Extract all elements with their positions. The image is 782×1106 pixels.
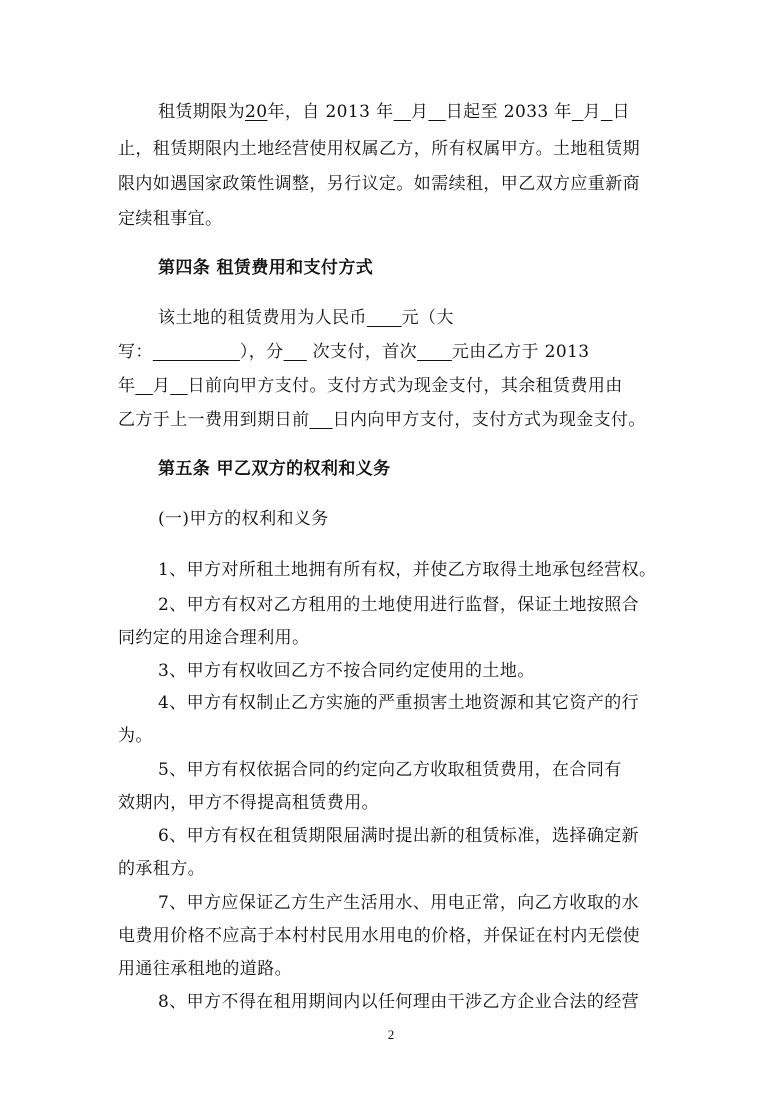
- blank-field: [170, 376, 187, 396]
- item-2-line-2: 同约定的用途合理利用。: [118, 628, 310, 648]
- item-7-line-2: 电费用价格不应高于本村村民用水用电的价格，并保证在村内无偿使: [118, 926, 640, 946]
- item-6-line-1: 6、甲方有权在租赁期限届满时提出新的租赁标准，选择确定新: [158, 826, 640, 846]
- text-span: 次支付，首次: [306, 342, 418, 362]
- text-span: 月: [152, 376, 171, 396]
- blank-field: [135, 376, 152, 396]
- lease-term-line-2: 止，租赁期限内土地经营使用权属乙方，所有权属甲方。土地租赁期: [118, 139, 640, 159]
- text-span: 年: [118, 376, 136, 396]
- blank-field: [309, 410, 332, 430]
- blank-field: [428, 102, 445, 122]
- item-3-line-1: 3、甲方有权收回乙方不按合同约定使用的土地。: [158, 661, 535, 681]
- text-span: 该土地的租赁费用为人民币: [158, 308, 367, 328]
- text-span: ），分: [239, 342, 284, 362]
- blank-field: [394, 102, 411, 122]
- item-4-line-1: 4、甲方有权制止乙方实施的严重损害土地资源和其它资产的行: [158, 693, 640, 713]
- article-5-heading: 第五条 甲乙双方的权利和义务: [158, 459, 391, 479]
- item-8-line-1: 8、甲方不得在租用期间内以任何理由干涉乙方企业合法的经营: [158, 992, 640, 1012]
- item-2-line-1: 2、甲方有权对乙方租用的土地使用进行监督，保证土地按照合: [158, 595, 640, 615]
- article-4-line-3: [118, 376, 623, 396]
- lease-years-value: 20: [245, 102, 268, 122]
- text-span: 日前向甲方支付。支付方式为现金支付，其余租赁费用由: [187, 376, 623, 396]
- item-5-line-2: 效期内，甲方不得提高租赁费用。: [118, 793, 379, 813]
- article-5-subheading: (一)甲方的权利和义务: [158, 509, 329, 529]
- text-span: 元（大: [401, 308, 454, 328]
- item-1-line-1: 1、甲方对所租土地拥有所有权，并使乙方取得土地承包经营权。: [158, 560, 657, 580]
- lease-term-line-4: 定续租事宜。: [118, 209, 223, 229]
- page-number: 2: [387, 1027, 395, 1042]
- text-span: 写：: [118, 342, 153, 362]
- text-span: 月: [410, 102, 429, 122]
- item-6-line-2: 的承租方。: [118, 859, 205, 879]
- text-span: 日起至 2033 年: [445, 102, 572, 122]
- article-4-line-1: [158, 308, 454, 328]
- text-span: 月: [583, 102, 601, 122]
- blank-field: [284, 342, 307, 362]
- text-span: 乙方于上一费用到期日前: [118, 410, 310, 430]
- lease-term-line-3: 限内如遇国家政策性调整，另行议定。如需续租，甲乙双方应重新商: [118, 174, 640, 194]
- lease-term-line-1: [158, 102, 630, 122]
- item-4-line-2: 为。: [118, 726, 153, 746]
- blank-field: [153, 342, 240, 362]
- blank-field: [572, 102, 584, 122]
- text-span: 年，自 2013 年: [267, 102, 394, 122]
- blank-field: [601, 102, 613, 122]
- text-span: 日内向甲方支付，支付方式为现金支付。: [332, 410, 646, 430]
- item-7-line-1: 7、甲方应保证乙方生产生活用水、用电正常，向乙方收取的水: [158, 893, 640, 913]
- text-span: 租赁期限为: [158, 102, 245, 122]
- article-4-line-2: [118, 342, 590, 362]
- article-4-heading: 第四条 租赁费用和支付方式: [158, 258, 374, 278]
- blank-field: [417, 342, 452, 362]
- text-span: 元由乙方于 2013: [451, 342, 590, 362]
- text-span: 日: [612, 102, 630, 122]
- item-5-line-1: 5、甲方有权依据合同的约定向乙方收取租赁费用，在合同有: [158, 760, 622, 780]
- item-7-line-3: 用通往承租地的道路。: [118, 959, 292, 979]
- blank-field: [367, 308, 402, 328]
- article-4-line-4: [118, 410, 646, 430]
